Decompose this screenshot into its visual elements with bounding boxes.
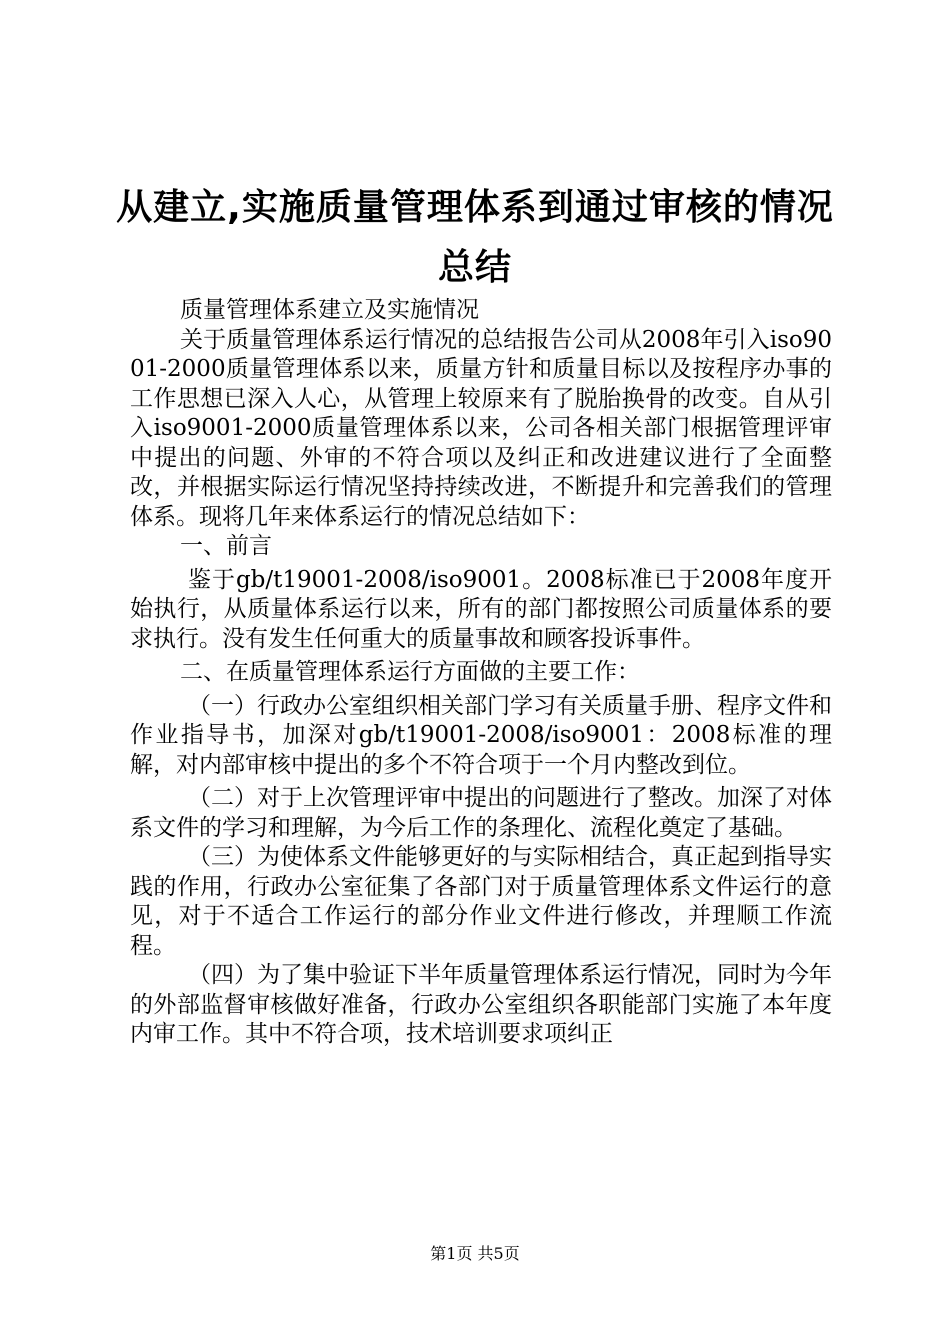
paragraph-intro: 关于质量管理体系运行情况的总结报告公司从2008年引入iso9001-2000质量管理体系以来，质量方针和质量目标以及按程序办事的工作思想已深入人心，从管理上较原来有了脱胎换骨的改变。自从引入iso9001-2000质量管理体系以来，公司各相关部门根据管理评审中提出的问题、外审的不符合项以及纠正和改进建议进行了全面整改，并根据实际运行情况坚持持续改进，不断提升和完善我们的管理体系。现将几年来体系运行的情况总结如下：	[130, 326, 832, 530]
paragraph-subtitle: 质量管理体系建立及实施情况	[180, 297, 479, 323]
section-heading-main-work: 二、在质量管理体系运行方面做的主要工作：	[180, 659, 640, 685]
page-footer: 第1页 共5页	[430, 1244, 520, 1263]
document-body	[130, 296, 832, 1050]
paragraph-item-1: （一）行政办公室组织相关部门学习有关质量手册、程序文件和作业指导书，加深对gb/t19001-2008/iso9001：2008标准的理解，对内部审核中提出的多个不符合项于一个月内整改到位。	[130, 692, 832, 778]
document-title-line-2: 总结	[437, 247, 512, 288]
paragraph-item-3: （三）为使体系文件能够更好的与实际相结合，真正起到指导实践的作用，行政办公室征集了各部门对于质量管理体系文件运行的意见，对于不适合工作运行的部分作业文件进行修改，并理顺工作流程。	[130, 844, 832, 959]
paragraph-item-4: （四）为了集中验证下半年质量管理体系运行情况，同时为今年的外部监督审核做好准备，行政办公室组织各职能部门实施了本年度内审工作。其中不符合项，技术培训要求项纠正	[130, 962, 832, 1047]
paragraph-preface: 鉴于gb/t19001-2008/iso9001。2008标准已于2008年度开始执行，从质量体系运行以来，所有的部门都按照公司质量体系的要求执行。没有发生任何重大的质量事故和顾客投诉事件。	[130, 566, 832, 652]
section-heading-preface: 一、前言	[180, 533, 272, 559]
paragraph-item-2: （二）对于上次管理评审中提出的问题进行了整改。加深了对体系文件的学习和理解，为今后工作的条理化、流程化奠定了基础。	[130, 785, 832, 841]
document-title-line-1: 从建立,实施质量管理体系到通过审核的情况	[116, 187, 834, 228]
